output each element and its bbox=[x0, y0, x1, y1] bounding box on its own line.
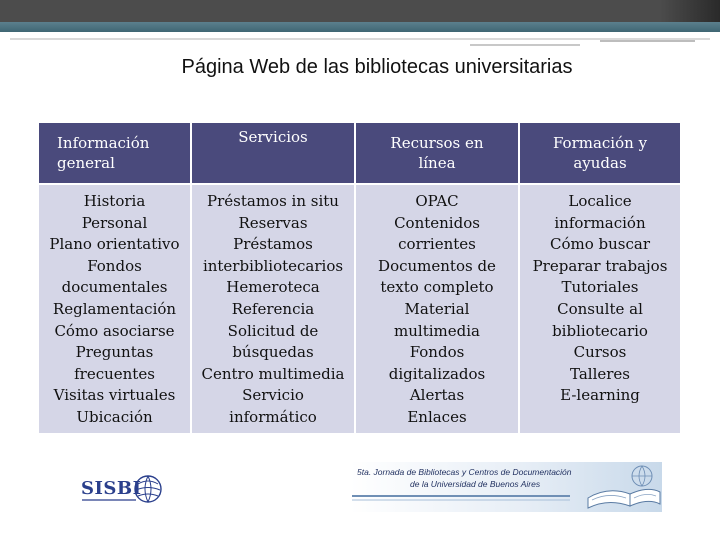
cell-formacion-y-ayudas bbox=[519, 184, 680, 433]
cell-line-item: digitalizados bbox=[388, 364, 486, 383]
jornada-banner-line2: de la Universidad de Buenos Aires bbox=[410, 479, 541, 489]
top-accent-stripe bbox=[0, 22, 720, 32]
header-line: Formación y bbox=[552, 134, 648, 152]
cell-line-item: interbibliotecarios bbox=[202, 256, 344, 275]
cell-line-item: Reglamentación bbox=[52, 299, 177, 318]
cell-line-item: texto completo bbox=[380, 278, 494, 297]
header-line: línea bbox=[418, 154, 456, 172]
cell-line-item: Fondos bbox=[87, 256, 142, 275]
cell-line-item: Talleres bbox=[570, 364, 630, 383]
header-line: general bbox=[57, 154, 115, 172]
cell-line-item: Plano orientativo bbox=[49, 235, 180, 254]
cell-line-item: Cómo asociarse bbox=[54, 321, 175, 340]
cell-line-item: Preguntas bbox=[75, 343, 154, 362]
cell-line-item: E-learning bbox=[560, 386, 640, 405]
divider-line bbox=[600, 40, 695, 42]
cell-line-item: Material bbox=[404, 299, 470, 318]
table-header-row bbox=[39, 123, 680, 184]
cell-line-item: búsquedas bbox=[232, 343, 314, 362]
library-web-table bbox=[39, 123, 680, 433]
jornada-banner-line1: 5ta. Jornada de Bibliotecas y Centros de Documentación bbox=[357, 467, 572, 477]
cell-line-item: Tutoriales bbox=[561, 278, 639, 297]
header-informacion-general bbox=[39, 123, 191, 184]
cell-line-item: multimedia bbox=[394, 321, 480, 340]
cell-line-item: Hemeroteca bbox=[226, 278, 320, 297]
cell-line-item: Enlaces bbox=[407, 407, 467, 426]
cell-line-item: Préstamos in situ bbox=[207, 192, 339, 210]
cell-line-item: Solicitud de bbox=[227, 321, 319, 340]
cell-line-item: información bbox=[554, 213, 646, 232]
header-formacion-y-ayudas bbox=[519, 123, 680, 184]
top-bar-right bbox=[660, 0, 720, 22]
divider-line bbox=[470, 44, 580, 46]
sisbi-logo-text: SISBI bbox=[81, 478, 142, 499]
cell-line-item: OPAC bbox=[415, 192, 459, 210]
cell-line-item: Fondos bbox=[409, 343, 465, 362]
cell-line-item: Servicio bbox=[242, 386, 304, 405]
cell-line-item: Reservas bbox=[238, 213, 308, 232]
cell-line-item: documentales bbox=[61, 278, 168, 297]
header-line: Información bbox=[57, 134, 150, 152]
cell-line-item: Visitas virtuales bbox=[53, 386, 176, 405]
cell-line-item: Alertas bbox=[409, 386, 465, 405]
cell-line-item: Centro multimedia bbox=[201, 364, 345, 383]
cell-line-item: bibliotecario bbox=[552, 321, 648, 340]
header-line: Servicios bbox=[238, 128, 308, 146]
cell-line-item: Localice bbox=[568, 192, 632, 210]
top-bar-left bbox=[0, 0, 660, 22]
cell-line-item: Cómo buscar bbox=[549, 235, 650, 254]
header-recursos-en-linea bbox=[355, 123, 519, 184]
cell-line-item: Cursos bbox=[573, 343, 627, 362]
cell-line-item: corrientes bbox=[398, 235, 476, 254]
table-row bbox=[39, 184, 680, 433]
cell-line-item: Consulte al bbox=[557, 299, 643, 318]
cell-line-item: Historia bbox=[83, 192, 146, 210]
header-line: ayudas bbox=[573, 154, 627, 172]
header-servicios bbox=[191, 123, 355, 184]
cell-line-item: Ubicación bbox=[76, 407, 153, 426]
cell-servicios bbox=[191, 184, 355, 433]
page-title: Página Web de las bibliotecas universitarias bbox=[181, 56, 573, 78]
cell-recursos-en-linea bbox=[355, 184, 519, 433]
cell-line-item: Contenidos bbox=[394, 213, 480, 232]
cell-line-item: Referencia bbox=[231, 299, 315, 318]
header-line: Recursos en bbox=[390, 134, 484, 152]
cell-line-item: Préstamos bbox=[233, 235, 313, 254]
cell-line-item: frecuentes bbox=[74, 364, 155, 383]
cell-line-item: Preparar trabajos bbox=[532, 256, 668, 275]
cell-line-item: informático bbox=[229, 407, 317, 426]
cell-informacion-general bbox=[39, 184, 191, 433]
cell-line-item: Personal bbox=[81, 213, 148, 232]
cell-line-item: Documentos de bbox=[378, 256, 496, 275]
